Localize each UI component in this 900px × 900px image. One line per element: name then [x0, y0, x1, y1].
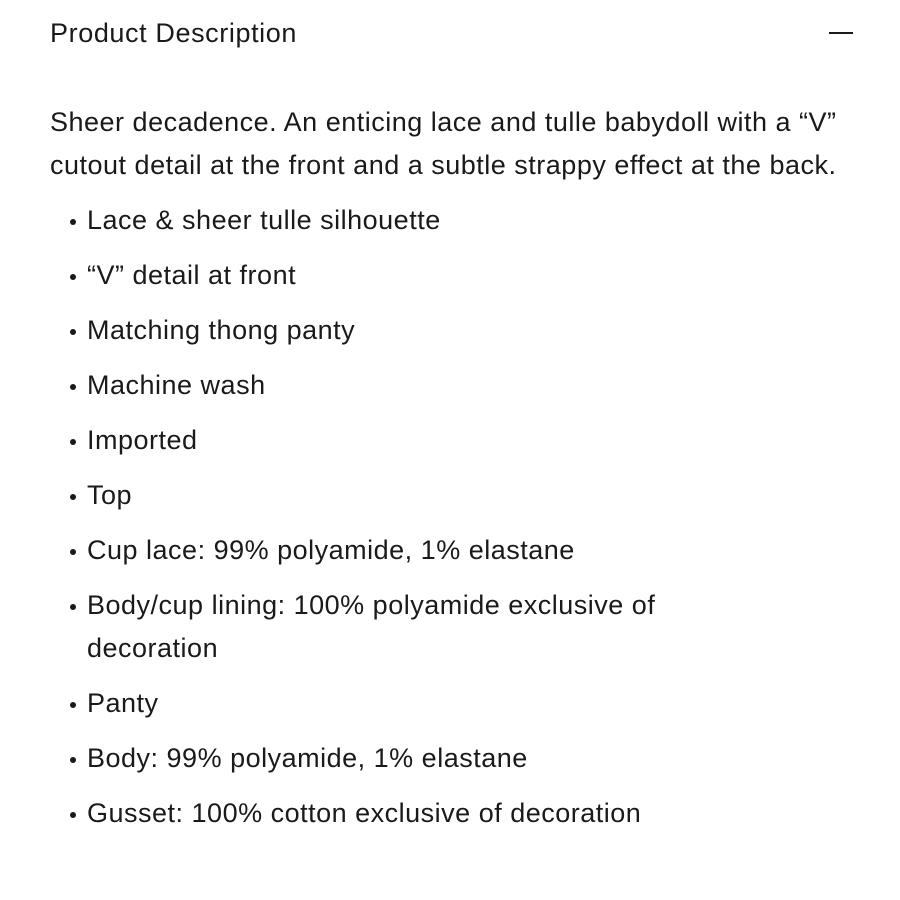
list-item [50, 309, 727, 352]
list-item [50, 474, 727, 517]
list-item-text: Imported [87, 425, 198, 455]
bullet-icon [70, 604, 76, 610]
list-item-text: Lace & sheer tulle silhouette [87, 205, 441, 235]
list-item [50, 584, 727, 670]
product-description-header[interactable] [50, 10, 853, 56]
list-item-text: Machine wash [87, 370, 266, 400]
list-item [50, 419, 727, 462]
list-item [50, 737, 727, 780]
product-description-panel [50, 101, 860, 847]
list-item [50, 254, 727, 297]
minus-icon[interactable] [829, 21, 853, 45]
list-item-text: Body/cup lining: 100% polyamide exclusive of decoration [87, 590, 656, 663]
list-item-text: Matching thong panty [87, 315, 356, 345]
list-item-text: “V” detail at front [87, 260, 297, 290]
bullet-icon [70, 812, 76, 818]
list-item-text: Top [87, 480, 133, 510]
bullet-icon [70, 219, 76, 225]
list-item [50, 529, 727, 572]
bullet-icon [70, 494, 76, 500]
bullet-icon [70, 274, 76, 280]
section-title: Product Description [50, 18, 298, 48]
list-item-text: Body: 99% polyamide, 1% elastane [87, 743, 528, 773]
list-item [50, 364, 727, 407]
bullet-icon [70, 384, 76, 390]
bullet-icon [70, 329, 76, 335]
list-item-text: Gusset: 100% cotton exclusive of decoration [87, 798, 642, 828]
list-item-text: Panty [87, 688, 159, 718]
bullet-icon [70, 439, 76, 445]
list-item [50, 682, 727, 725]
feature-list [50, 199, 860, 835]
list-item-text: Cup lace: 99% polyamide, 1% elastane [87, 535, 575, 565]
bullet-icon [70, 702, 76, 708]
bullet-icon [70, 549, 76, 555]
list-item [50, 792, 727, 835]
bullet-icon [70, 757, 76, 763]
description-intro: Sheer decadence. An enticing lace and tulle babydoll with a “V” cutout detail at the front and a subtle strappy effect at the back. [50, 107, 837, 180]
list-item [50, 199, 727, 242]
